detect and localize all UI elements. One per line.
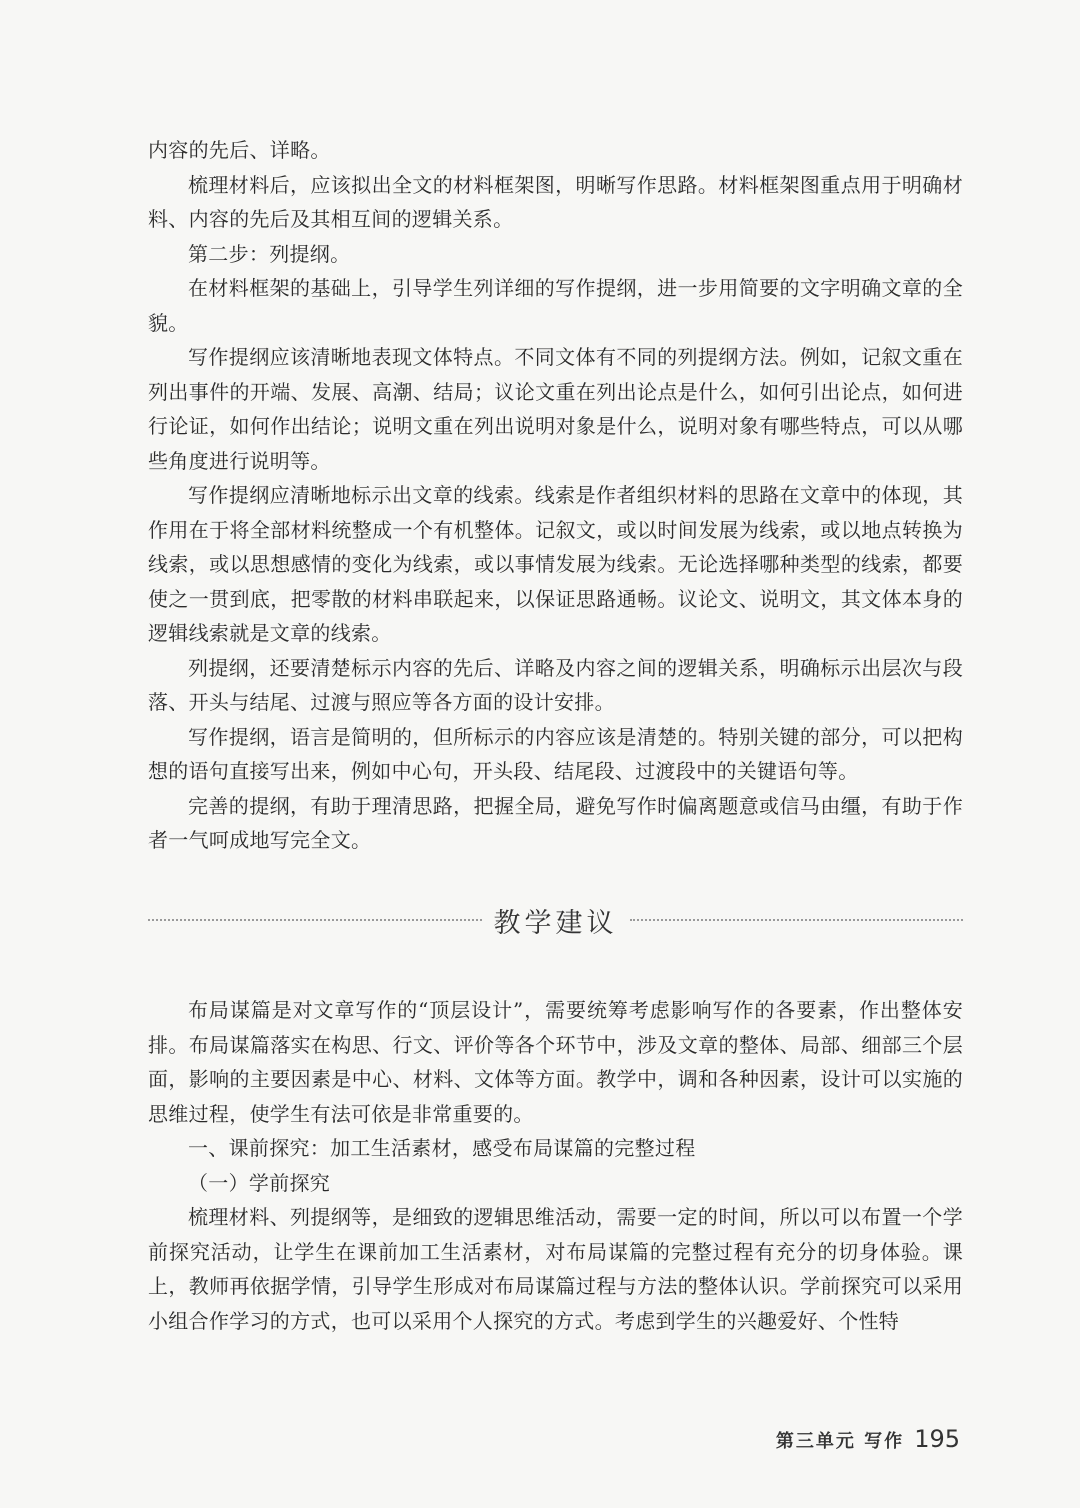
page-number: 195 xyxy=(914,1425,960,1453)
body-text-top xyxy=(148,133,963,858)
paragraph: 内容的先后、详略。 xyxy=(148,138,331,162)
paragraph: 完善的提纲，有助于理清思路，把握全局，避免写作时偏离题意或信马由缰，有助于作者一气呵成地写完全文。 xyxy=(148,793,963,852)
section-title: 教学建议 xyxy=(493,907,618,939)
section-heading xyxy=(148,898,963,942)
subheading: 一、课前探究：加工生活素材，感受布局谋篇的完整过程 xyxy=(188,1136,696,1160)
paragraph: 写作提纲应清晰地标示出文章的线索。线索是作者组织材料的思路在文章中的体现，其作用在于将全部材料统整成一个有机整体。记叙文，或以时间发展为线索，或以地点转换为线索，或以思想感情的变化为线索，或以事情发展为线索。无论选择哪种类型的线索，都要使之一贯到底，把零散的材料串联起来，以保证思路通畅。议论文、说明文，其文体本身的逻辑线索就是文章的线索。 xyxy=(148,483,963,645)
paragraph: 写作提纲，语言是简明的，但所标示的内容应该是清楚的。特别关键的部分，可以把构想的语句直接写出来，例如中心句，开头段、结尾段、过渡段中的关键语句等。 xyxy=(148,724,963,783)
dotted-divider-right xyxy=(630,919,964,921)
dotted-divider-left xyxy=(148,919,482,921)
paragraph: 梳理材料、列提纲等，是细致的逻辑思维活动，需要一定的时间，所以可以布置一个学前探究活动，让学生在课前加工生活素材，对布局谋篇的完整过程有充分的切身体验。课上，教师再依据学情，引导学生形成对布局谋篇过程与方法的整体认识。学前探究可以采用小组合作学习的方式，也可以采用个人探究的方式。考虑到学生的兴趣爱好、个性特 xyxy=(148,1205,963,1333)
paragraph: 写作提纲应该清晰地表现文体特点。不同文体有不同的列提纲方法。例如，记叙文重在列出事件的开端、发展、高潮、结局；议论文重在列出论点是什么，如何引出论点，如何进行论证，如何作出结论；说明文重在列出说明对象是什么，说明对象有哪些特点，可以从哪些角度进行说明等。 xyxy=(148,345,963,473)
paragraph: 梳理材料后，应该拟出全文的材料框架图，明晰写作思路。材料框架图重点用于明确材料、内容的先后及其相互间的逻辑关系。 xyxy=(148,172,963,231)
subheading: （一）学前探究 xyxy=(188,1170,331,1195)
paragraph: 在材料框架的基础上，引导学生列详细的写作提纲，进一步用简要的文字明确文章的全貌。 xyxy=(148,276,963,335)
paragraph: 列提纲，还要清楚标示内容的先后、详略及内容之间的逻辑关系，明确标示出层次与段落、开头与结尾、过渡与照应等各方面的设计安排。 xyxy=(148,655,963,714)
unit-label: 第三单元 写作 xyxy=(775,1431,905,1452)
page-footer xyxy=(776,1425,960,1453)
paragraph: 布局谋篇是对文章写作的“顶层设计”，需要统筹考虑影响写作的各要素，作出整体安排。布局谋篇落实在构思、行文、评价等各个环节中，涉及文章的整体、局部、细部三个层面，影响的主要因素是中心、材料、文体等方面。教学中，调和各种因素，设计可以实施的思维过程，使学生有法可依是非常重要的。 xyxy=(148,998,963,1126)
body-text-bottom xyxy=(148,993,963,1338)
paragraph: 第二步：列提纲。 xyxy=(188,241,351,266)
